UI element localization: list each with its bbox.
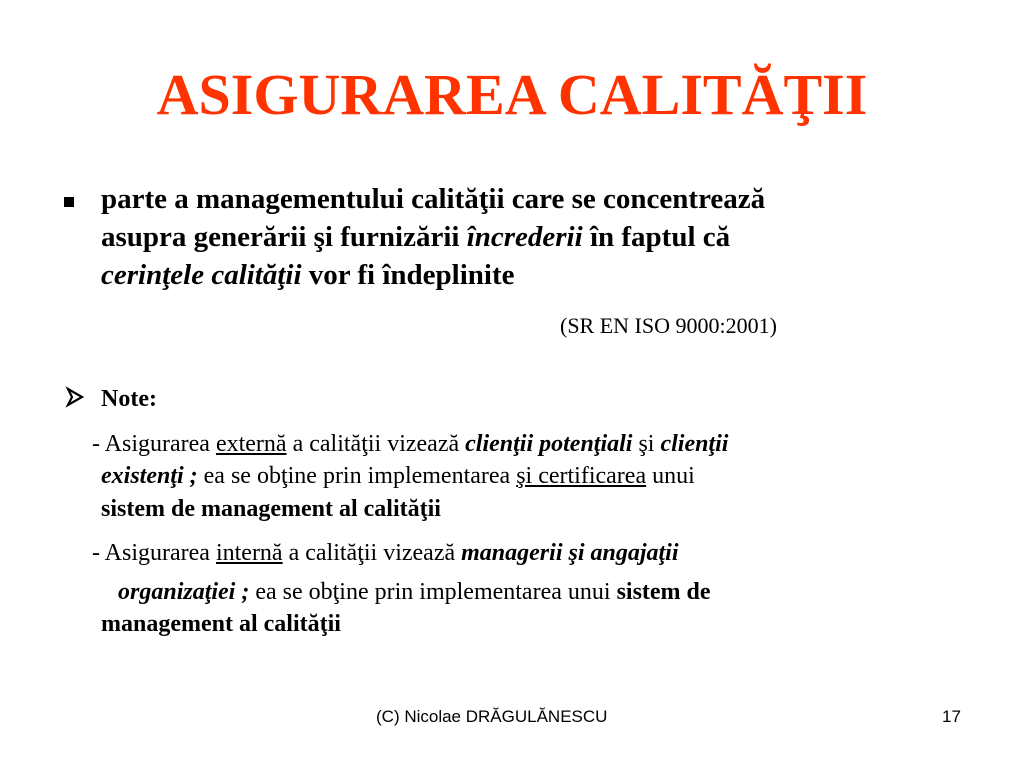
- source-reference: (SR EN ISO 9000:2001): [560, 313, 777, 338]
- definition-line-1: parte a managementului calităţii care se concentrează: [101, 183, 766, 215]
- note-internal-line-3: management al calităţii: [101, 611, 341, 637]
- definition-line-3: cerinţele calităţii vor fi îndeplinite: [101, 259, 515, 291]
- note-external-line-2: existenţi ; ea se obţine prin implementarea şi certificarea unui: [101, 463, 695, 489]
- slide-title: ASIGURAREA CALITĂŢII: [156, 62, 868, 127]
- square-bullet-icon: [64, 197, 74, 207]
- slide-number: 17: [942, 707, 961, 726]
- note-internal-line-1: - Asigurarea internă a calităţii vizează managerii şi angajaţii: [92, 540, 679, 566]
- emphasis-increderii: încrederii: [466, 221, 583, 253]
- emphasis-cerintele: cerinţele calităţii: [101, 259, 302, 291]
- arrow-bullet-icon: [62, 383, 90, 411]
- external-word: externă: [215, 431, 287, 457]
- definition-line-2: asupra generării şi furnizării încrederii în faptul că: [101, 221, 731, 253]
- internal-word: internă: [215, 540, 283, 566]
- footer-author: (C) Nicolae DRĂGULĂNESCU: [376, 707, 608, 726]
- note-external-line-3: sistem de management al calităţii: [101, 496, 441, 522]
- note-internal-line-2: organizaţiei ; ea se obţine prin implementarea unui sistem de: [118, 579, 711, 605]
- notes-heading: Note:: [101, 386, 157, 412]
- note-external-line-1: - Asigurarea externă a calităţii vizează clienţii potenţiali şi clienţii: [92, 431, 729, 457]
- definition-text: [101, 180, 971, 294]
